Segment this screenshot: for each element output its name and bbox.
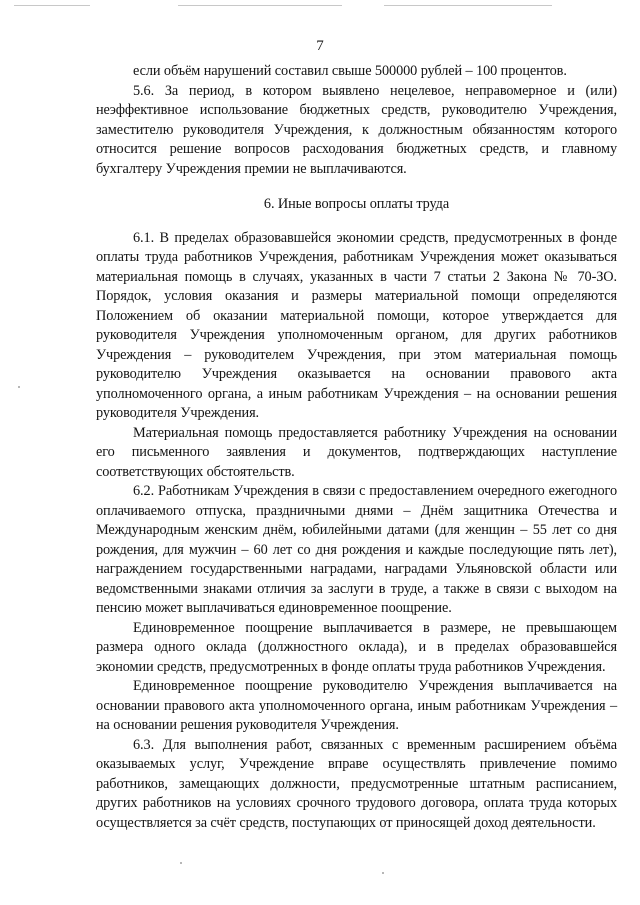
paragraph-6-2-bonus-size: Единовременное поощрение выплачивается в размере, не превышающем размера одного оклада (должностного оклада), и в пределах образовавшейся экономии средств, предусмотренных в фонде оплаты труда работников Учреждения. bbox=[96, 619, 617, 675]
paragraph-6-3: 6.3. Для выполнения работ, связанных с временным расширением объёма оказываемых услуг, Учреждение вправе осуществлять привлечение помимо работников, замещающих должности, предусмотренные штатным расписанием, других работников на условиях срочного трудового договора, оплата труда которых осуществляется за счёт средств, поступающих от приносящей доход деятельности. bbox=[96, 736, 617, 831]
scan-edge-left bbox=[14, 5, 90, 6]
scan-speck bbox=[382, 872, 384, 874]
scan-edge-center bbox=[178, 5, 342, 6]
scan-speck bbox=[180, 862, 182, 864]
paragraph-6-1-material-aid: Материальная помощь предоставляется работнику Учреждения на основании его письменного заявления и документов, подтверждающих наступление соответствующих обстоятельств. bbox=[96, 424, 617, 480]
scan-edge-right bbox=[384, 5, 552, 6]
paragraph-5-6: 5.6. За период, в котором выявлено нецелевое, неправомерное и (или) неэффективное использование бюджетных средств, руководителю Учреждения, заместителю руководителя Учреждения, к должностным обязанностям которого относится решение вопросов расходования бюджетных средств, и главному бухгалтеру Учреждения премии не выплачиваются. bbox=[96, 82, 617, 177]
paragraph-6-1: 6.1. В пределах образовавшейся экономии средств, предусмотренных в фонде оплаты труда работников Учреждения, работникам Учреждения может оказываться материальная помощь в случаях, указанных в части 7 статьи 2 Закона № 70-ЗО. Порядок, условия оказания и размеры материальной помощи определяются Положением об оказании материальной помощи, которое утверждается для руководителя Учреждения уполномоченным органом, для других работников Учреждения – руководителем Учреждения, при этом материальная помощь руководителю Учреждения оказывается на основании правового акта уполномоченного органа, а иным работникам Учреждения – на основании решения руководителя Учреждения. bbox=[96, 229, 617, 421]
paragraph-5-5-end: если объём нарушений составил свыше 500000 рублей – 100 процентов. bbox=[133, 63, 567, 79]
paragraph-6-2: 6.2. Работникам Учреждения в связи с предоставлением очередного ежегодного оплачиваемого отпуска, праздничными днями – Днём защитника Отечества и Международным женским днём, юбилейными датами (для женщин – 55 лет со дня рождения, для мужчин – 60 лет со дня рождения и каждые последующие пять лет), награждением государственными наградами, наградами Ульяновской области или ведомственными знаками отличия за заслуги в труде, а также в связи с выходом на пенсию может выплачиваться единовременное поощрение. bbox=[96, 483, 617, 616]
page-number: 7 bbox=[316, 38, 324, 54]
paragraph-6-2-bonus-basis: Единовременное поощрение руководителю Учреждения выплачивается на основании правового акта уполномоченного органа, иным работникам Учреждения – на основании решения руководителя Учреждения. bbox=[96, 678, 617, 733]
document-body bbox=[96, 62, 617, 833]
section-heading: 6. Иные вопросы оплаты труда bbox=[263, 196, 450, 212]
scan-speck bbox=[18, 386, 20, 388]
